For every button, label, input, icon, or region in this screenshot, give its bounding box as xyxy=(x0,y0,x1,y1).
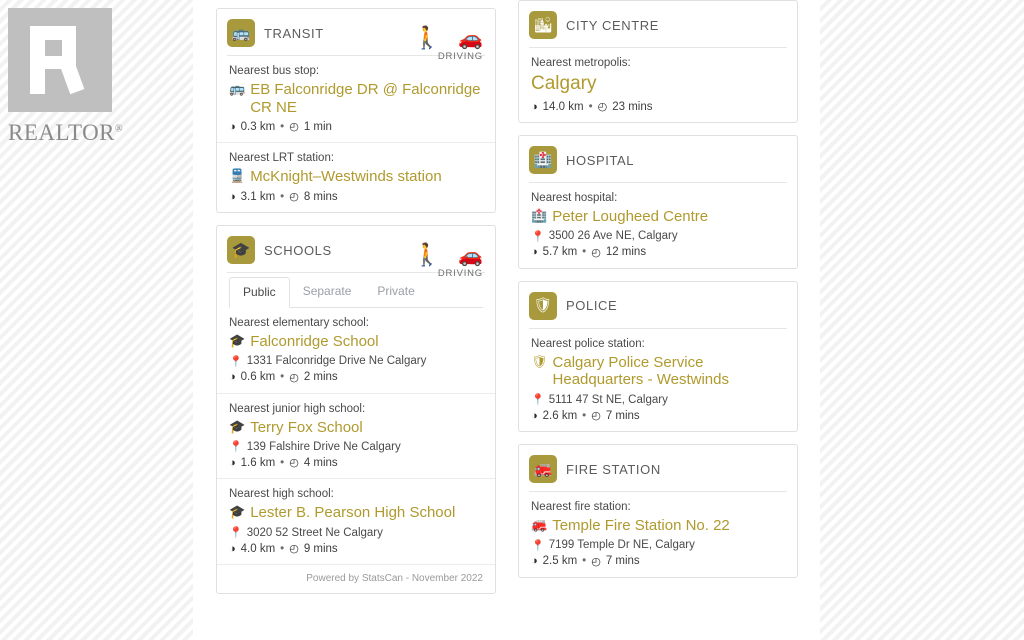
metric-separator: • xyxy=(280,542,285,555)
entry-name-text: Temple Fire Station No. 22 xyxy=(552,517,730,535)
fire-station-card-header xyxy=(519,445,797,491)
clock-icon: ◴ xyxy=(289,191,299,204)
address-text: 1331 Falconridge Drive Ne Calgary xyxy=(246,355,427,368)
schools-data-source: Powered by StatsCan - November 2022 xyxy=(306,573,483,585)
entry-address xyxy=(531,393,785,406)
metric-separator: • xyxy=(588,100,593,113)
police-shield-icon: 🛡 xyxy=(529,292,557,320)
entry-label: Nearest police station: xyxy=(531,337,645,350)
transit-bus-stop-name[interactable] xyxy=(229,81,483,116)
time-value: 1 min xyxy=(303,120,332,133)
clock-icon: ◴ xyxy=(597,101,608,113)
clock-icon: ◴ xyxy=(289,543,299,556)
elementary-school-name[interactable] xyxy=(229,333,483,351)
entry-address xyxy=(229,440,483,453)
bus-stop-icon: 🚌 xyxy=(229,81,246,96)
entry-name-text: Calgary Police Service Headquarters - Westwinds xyxy=(552,353,729,389)
police-card xyxy=(518,281,798,432)
clock-icon: ◴ xyxy=(591,246,601,259)
fire-station-card xyxy=(518,444,798,578)
time-value: 12 mins xyxy=(605,246,647,259)
schools-card xyxy=(216,225,496,594)
address-text: 7199 Temple Dr NE, Calgary xyxy=(548,539,695,552)
school-entry-high xyxy=(217,479,495,565)
right-striped-background xyxy=(820,0,1024,640)
realtor-wordmark xyxy=(8,120,124,146)
entry-metrics xyxy=(229,542,483,555)
transit-card-title: TRANSIT xyxy=(264,25,324,41)
hospital-building-icon: 🏥 xyxy=(531,208,548,223)
time-value: 8 mins xyxy=(303,190,338,203)
metric-separator: • xyxy=(280,120,285,133)
map-pin-icon: 📍 xyxy=(229,527,243,540)
hospital-icon: 🏥 xyxy=(529,146,557,174)
junior-high-school-name[interactable] xyxy=(229,419,483,437)
metric-separator: • xyxy=(280,190,285,203)
entry-label: Nearest fire station: xyxy=(531,501,631,514)
walking-icon[interactable]: 🚶 xyxy=(413,242,441,268)
high-school-name[interactable] xyxy=(229,504,483,522)
entry-address xyxy=(229,355,483,368)
distance-icon: ◑ xyxy=(531,409,538,422)
metric-separator: • xyxy=(582,555,587,568)
entry-label: Nearest elementary school: xyxy=(229,317,369,330)
transit-lrt-name[interactable] xyxy=(229,168,483,186)
distance-icon: ◑ xyxy=(531,100,538,113)
distance-icon: ◑ xyxy=(229,371,236,384)
entry-metrics xyxy=(229,371,483,384)
hospital-name[interactable] xyxy=(531,208,785,226)
bus-icon: 🚌 xyxy=(227,19,255,47)
entry-metrics xyxy=(531,100,785,113)
tab-private[interactable]: Private xyxy=(377,284,415,299)
entry-name-text: McKnight–Westwinds station xyxy=(250,168,442,186)
entry-label: Nearest bus stop: xyxy=(229,65,320,77)
graduation-cap-icon: 🎓 xyxy=(227,236,255,264)
entry-metrics xyxy=(229,120,483,133)
hospital-card-header xyxy=(519,136,797,182)
distance-icon: ◑ xyxy=(229,120,236,133)
fire-hydrant-icon: 🚒 xyxy=(529,455,557,483)
time-value: 7 mins xyxy=(605,555,640,568)
car-icon[interactable]: 🚗 xyxy=(458,245,483,268)
fire-station-name[interactable] xyxy=(531,517,785,535)
city-centre-name[interactable]: Calgary xyxy=(531,73,597,94)
police-station-name[interactable] xyxy=(531,354,785,389)
entry-label: Nearest junior high school: xyxy=(229,402,366,415)
walking-icon[interactable]: 🚶 xyxy=(413,25,441,50)
entry-metrics xyxy=(531,409,785,422)
city-buildings-icon: 🏙 xyxy=(529,11,557,39)
metric-separator: • xyxy=(582,409,587,422)
clock-icon: ◴ xyxy=(591,410,601,423)
time-value: 7 mins xyxy=(605,409,640,422)
trademark-symbol: ® xyxy=(115,123,124,135)
metric-separator: • xyxy=(280,456,285,469)
distance-icon: ◑ xyxy=(229,190,236,203)
entry-label: Nearest high school: xyxy=(229,488,334,501)
clock-icon: ◴ xyxy=(289,121,299,134)
hospital-card xyxy=(518,135,798,269)
entry-name-text: Falconridge School xyxy=(250,333,379,351)
transit-mode-toggle[interactable] xyxy=(413,23,483,62)
distance-icon: ◑ xyxy=(531,555,538,568)
entry-address xyxy=(229,526,483,539)
entry-address xyxy=(531,230,785,243)
entry-metrics xyxy=(531,246,785,259)
transit-entry-bus-stop xyxy=(217,56,495,143)
police-entry xyxy=(519,329,797,431)
city-centre-card-title: CITY CENTRE xyxy=(566,17,660,33)
distance-value: 2.5 km xyxy=(542,555,578,568)
transit-entry-lrt xyxy=(217,143,495,212)
clock-icon: ◴ xyxy=(289,457,299,470)
city-centre-entry xyxy=(519,48,797,122)
transit-card-header xyxy=(217,9,495,62)
school-entry-junior-high xyxy=(217,394,495,480)
shield-icon: 🛡 xyxy=(531,353,548,369)
fire-hydrant-icon: 🚒 xyxy=(531,517,548,533)
clock-icon: ◴ xyxy=(591,555,601,568)
hospital-entry xyxy=(519,183,797,268)
metric-separator: • xyxy=(582,246,587,259)
metric-separator: • xyxy=(280,371,285,384)
entry-label: Nearest LRT station: xyxy=(229,152,335,165)
tab-separate[interactable]: Separate xyxy=(302,284,352,299)
school-icon: 🎓 xyxy=(229,333,246,349)
address-text: 3020 52 Street Ne Calgary xyxy=(246,526,383,539)
map-pin-icon: 📍 xyxy=(531,394,545,407)
realtor-r-mark xyxy=(8,8,112,112)
distance-icon: ◑ xyxy=(229,456,236,469)
distance-value: 14.0 km xyxy=(542,100,584,113)
right-column xyxy=(518,0,798,590)
distance-icon: ◑ xyxy=(531,246,538,259)
address-text: 139 Falshire Drive Ne Calgary xyxy=(246,440,401,453)
schools-mode-toggle[interactable] xyxy=(413,240,483,279)
entry-name-text: Peter Lougheed Centre xyxy=(552,208,709,225)
entry-name-text: Lester B. Pearson High School xyxy=(250,504,456,522)
train-icon: 🚆 xyxy=(229,168,246,184)
tab-public[interactable]: Public xyxy=(229,277,290,308)
schools-card-header xyxy=(217,226,495,280)
entry-label: Nearest hospital: xyxy=(531,192,618,204)
map-pin-icon: 📍 xyxy=(229,355,243,368)
car-icon[interactable]: 🚗 xyxy=(458,28,483,50)
school-icon: 🎓 xyxy=(229,418,246,434)
distance-value: 0.6 km xyxy=(240,371,276,384)
police-card-header xyxy=(519,282,797,328)
transit-card xyxy=(216,8,496,213)
realtor-brand-text: REALTOR xyxy=(8,120,116,145)
police-card-title: POLICE xyxy=(566,298,618,314)
time-value: 23 mins xyxy=(612,100,653,113)
time-value: 2 mins xyxy=(303,371,338,384)
address-text: 3500 26 Ave NE, Calgary xyxy=(548,230,678,243)
fire-station-entry xyxy=(519,492,797,577)
entry-address xyxy=(531,539,785,552)
left-column xyxy=(216,8,496,606)
time-value: 9 mins xyxy=(303,542,338,555)
entry-metrics xyxy=(229,190,483,203)
map-pin-icon: 📍 xyxy=(531,539,545,552)
distance-value: 0.3 km xyxy=(240,120,276,133)
map-pin-icon: 📍 xyxy=(229,441,243,454)
distance-value: 3.1 km xyxy=(240,190,276,203)
entry-name-text: EB Falconridge DR @ Falconridge CR NE xyxy=(250,81,481,116)
distance-value: 5.7 km xyxy=(542,246,578,259)
distance-value: 4.0 km xyxy=(240,542,276,555)
entry-metrics xyxy=(531,555,785,568)
address-text: 5111 47 St NE, Calgary xyxy=(548,393,668,406)
realtor-logo xyxy=(8,8,124,146)
distance-value: 2.6 km xyxy=(542,409,578,422)
time-value: 4 mins xyxy=(303,456,338,469)
schools-tabs xyxy=(229,277,483,308)
school-icon: 🎓 xyxy=(229,504,246,520)
city-centre-card xyxy=(518,0,798,123)
clock-icon: ◴ xyxy=(289,371,299,384)
entry-name-text: Terry Fox School xyxy=(250,418,363,436)
entry-metrics xyxy=(229,456,483,469)
school-entry-elementary xyxy=(217,308,495,394)
map-pin-icon: 📍 xyxy=(531,230,545,243)
city-centre-card-header xyxy=(519,1,797,47)
distance-icon: ◑ xyxy=(229,542,236,555)
entry-label: Nearest metropolis: xyxy=(531,57,631,69)
schools-card-title: SCHOOLS xyxy=(264,242,332,258)
hospital-card-title: HOSPITAL xyxy=(566,152,635,168)
transit-mode-label: DRIVING xyxy=(437,51,483,62)
fire-station-card-title: FIRE STATION xyxy=(566,461,661,477)
schools-mode-label: DRIVING xyxy=(437,268,483,280)
distance-value: 1.6 km xyxy=(240,456,276,469)
